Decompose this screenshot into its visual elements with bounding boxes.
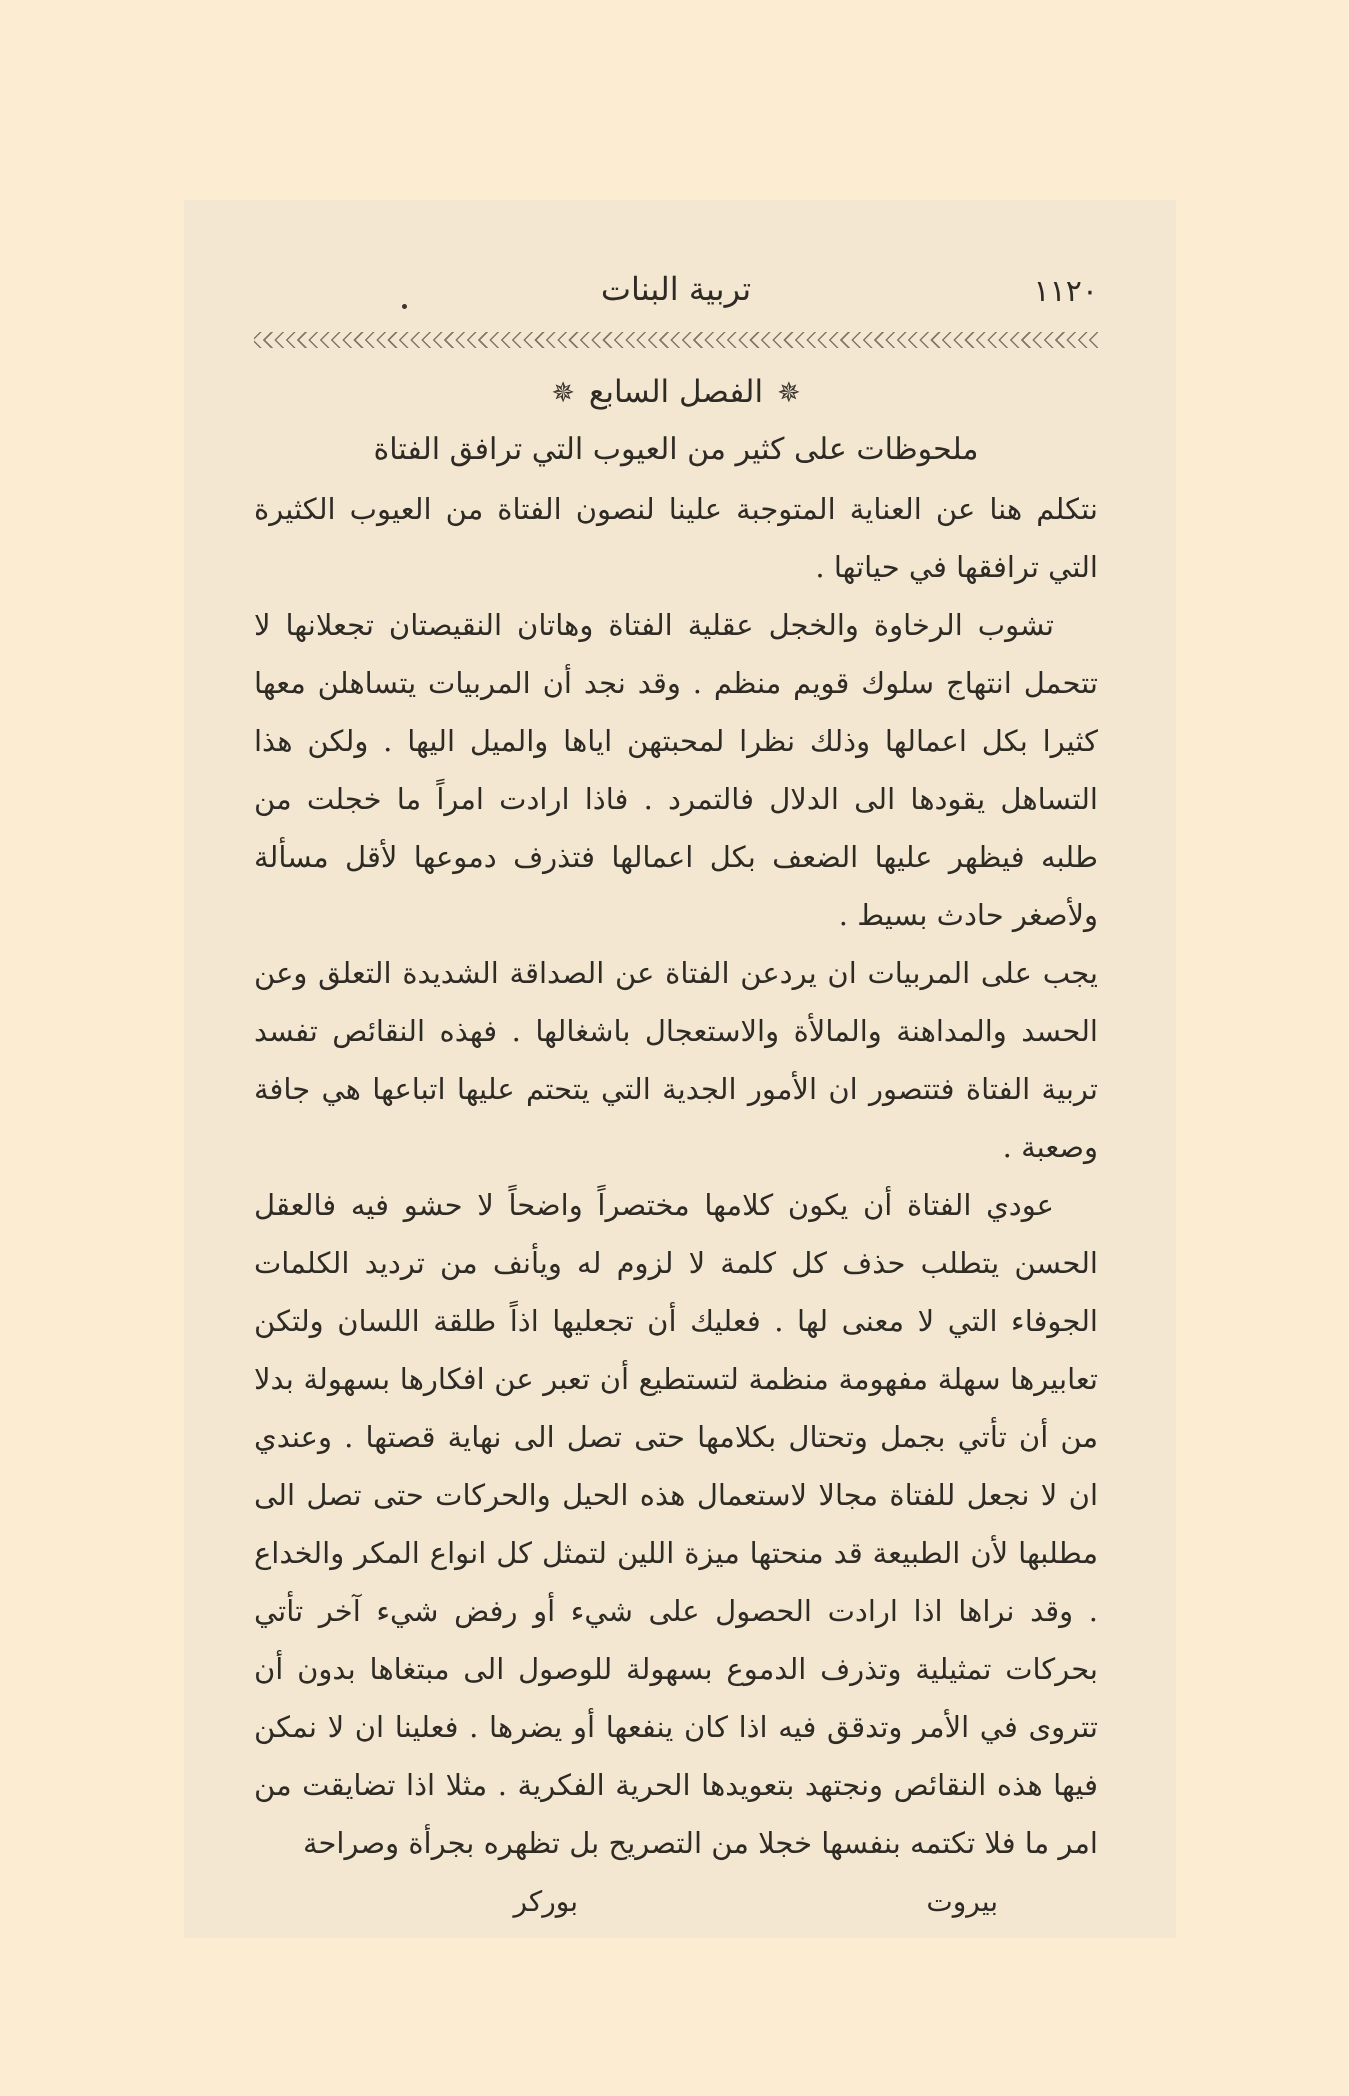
star-ornament-icon: ✵ — [777, 376, 801, 409]
paragraph-softness: تشوب الرخاوة والخجل عقلية الفتاة وهاتان النقيصتان تجعلانها لا تتحمل انتهاج سلوك قويم منظم . وقد نجد أن المربيات يتساهلن معها كثيرا بكل اعمالها وذلك نظرا لمحبتهن اياها والميل اليها . ولكن هذا التساهل يقودها الى الدلال فالتمرد . فاذا ارادت امراً ما خجلت من طلبه فيظهر عليها الضعف بكل اعمالها فتذرف دموعها لأقل مسألة ولأصغر حادث بسيط . — [254, 608, 1098, 932]
page-number: ١١٢٠ — [1033, 274, 1098, 309]
author-signature: بوركر — [513, 1885, 578, 1918]
running-title: تربية البنات — [600, 270, 752, 308]
paragraph-caregivers: يجب على المربيات ان يردعن الفتاة عن الصداقة الشديدة التعلق وعن الحسد والمداهنة والمالأة والاستعجال باشغالها . فهذه النقائص تفسد تربية الفتاة فتتصور ان الأمور الجدية التي يتحتم عليها اتباعها هي جافة وصعبة . — [254, 956, 1098, 1164]
book-page — [184, 200, 1176, 1938]
page-header — [254, 270, 1098, 326]
wavy-header-rule — [254, 332, 1098, 348]
place-name: بيروت — [926, 1885, 998, 1918]
page-footer — [254, 1872, 1098, 1932]
header-dot — [402, 304, 407, 309]
paragraph-intro: نتكلم هنا عن العناية المتوجبة علينا لنصون الفتاة من العيوب الكثيرة التي ترافقها في حياتها . — [254, 492, 1098, 584]
chapter-subtitle: ملحوظات على كثير من العيوب التي ترافق الفتاة — [373, 432, 979, 467]
star-ornament-icon: ✵ — [551, 376, 575, 409]
chapter-heading — [254, 364, 1098, 420]
paragraph-speech: عودي الفتاة أن يكون كلامها مختصراً واضحاً لا حشو فيه فالعقل الحسن يتطلب حذف كل كلمة لا لزوم له ويأنف من ترديد الكلمات الجوفاء التي لا معنى لها . فعليك أن تجعليها اذاً طلقة اللسان ولتكن تعابيرها سهلة مفهومة منظمة لتستطيع أن تعبر عن افكارها بسهولة بدلا من أن تأتي بجمل وتحتال بكلامها حتى تصل الى نهاية قصتها . وعندي ان لا نجعل للفتاة مجالا لاستعمال هذه الحيل والحركات حتى تصل الى مطلبها لأن الطبيعة قد منحتها ميزة اللين لتمثل كل انواع المكر والخداع . وقد نراها اذا ارادت الحصول على شيء أو رفض شيء آخر تأتي بحركات تمثيلية وتذرف الدموع بسهولة للوصول الى مبتغاها بدون أن تتروى في الأمر وتدقق فيه اذا كان ينفعها أو يضرها . فعلينا ان لا نمكن فيها هذه النقائص ونجتهد بتعويدها الحرية الفكرية . مثلا اذا تضايقت من امر ما فلا تكتمه بنفسها خجلا من التصريح بل تظهره بجرأة وصراحة — [254, 1188, 1098, 1860]
chapter-title: الفصل السابع — [588, 374, 764, 410]
